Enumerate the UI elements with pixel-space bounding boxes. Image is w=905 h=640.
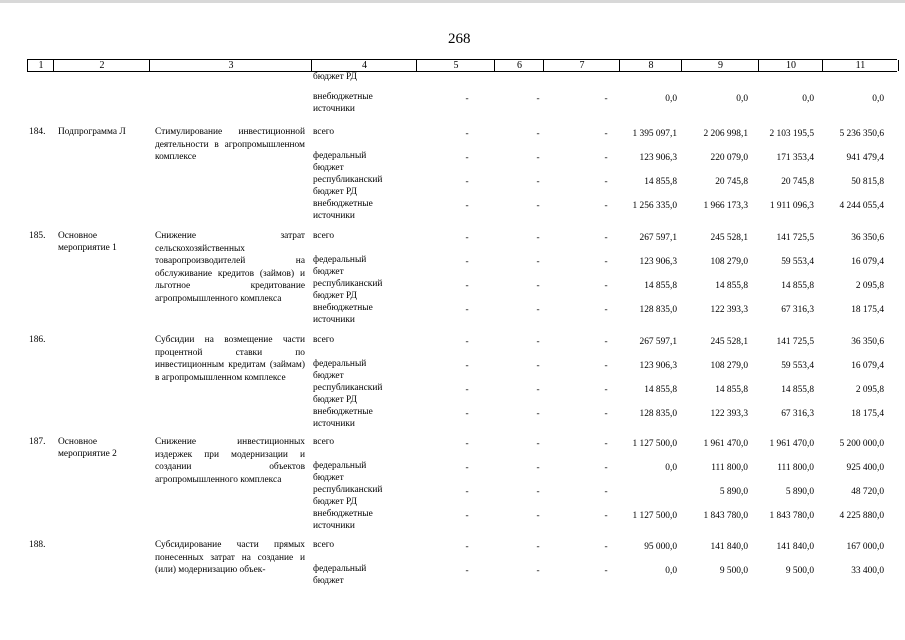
value-cell: 1 911 096,3 xyxy=(769,201,814,211)
value-cell: 67 316,3 xyxy=(781,409,814,419)
dash-cell: - xyxy=(536,487,540,497)
dash-cell: - xyxy=(604,201,608,211)
header-col-6: 6 xyxy=(494,60,544,71)
source-label: федеральный бюджет xyxy=(313,564,367,586)
source-label: всего xyxy=(313,437,335,447)
dash-cell: - xyxy=(536,94,540,104)
value-cell: 5 890,0 xyxy=(785,487,814,497)
row-number: 186. xyxy=(29,335,46,345)
source-label: внебюджетные источники xyxy=(313,199,373,221)
row-number: 188. xyxy=(29,540,46,550)
value-cell: 14 855,8 xyxy=(644,177,677,187)
value-cell: 141 840,0 xyxy=(776,542,814,552)
value-cell: 1 961 470,0 xyxy=(703,439,748,449)
value-cell: 1 966 173,3 xyxy=(703,201,748,211)
value-cell: 123 906,3 xyxy=(639,257,677,267)
row-number: 185. xyxy=(29,231,46,241)
dash-cell: - xyxy=(465,487,469,497)
value-cell: 0,0 xyxy=(665,463,677,473)
value-cell: 4 244 055,4 xyxy=(839,201,884,211)
value-cell: 141 725,5 xyxy=(776,233,814,243)
dash-cell: - xyxy=(465,305,469,315)
source-label: внебюджетные источники xyxy=(313,92,373,114)
value-cell: 14 855,8 xyxy=(781,385,814,395)
page-number: 268 xyxy=(448,31,471,47)
source-label: всего xyxy=(313,231,335,241)
header-col-10: 10 xyxy=(758,60,823,71)
value-cell: 59 553,4 xyxy=(781,257,814,267)
dash-cell: - xyxy=(536,409,540,419)
value-cell: 33 400,0 xyxy=(851,566,884,576)
value-cell: 18 175,4 xyxy=(851,409,884,419)
value-cell: 1 961 470,0 xyxy=(769,439,814,449)
value-cell: 123 906,3 xyxy=(639,361,677,371)
value-cell: 0,0 xyxy=(736,94,748,104)
dash-cell: - xyxy=(604,511,608,521)
dash-cell: - xyxy=(536,233,540,243)
value-cell: 16 079,4 xyxy=(851,361,884,371)
value-cell: 5 890,0 xyxy=(719,487,748,497)
dash-cell: - xyxy=(536,281,540,291)
value-cell: 171 353,4 xyxy=(776,153,814,163)
dash-cell: - xyxy=(604,385,608,395)
dash-cell: - xyxy=(536,177,540,187)
dash-cell: - xyxy=(604,94,608,104)
header-col-1: 1 xyxy=(27,60,54,71)
dash-cell: - xyxy=(465,153,469,163)
dash-cell: - xyxy=(604,281,608,291)
value-cell: 128 835,0 xyxy=(639,409,677,419)
value-cell: 0,0 xyxy=(665,94,677,104)
header-col-2: 2 xyxy=(53,60,150,71)
value-cell: 0,0 xyxy=(665,566,677,576)
value-cell: 2 103 195,5 xyxy=(769,129,814,139)
header-col-11: 11 xyxy=(822,60,899,71)
value-cell: 14 855,8 xyxy=(715,281,748,291)
source-label: федеральный бюджет xyxy=(313,461,367,483)
value-cell: 2 095,8 xyxy=(855,385,884,395)
value-cell: 14 855,8 xyxy=(644,281,677,291)
value-cell: 9 500,0 xyxy=(785,566,814,576)
value-cell: 0,0 xyxy=(802,94,814,104)
dash-cell: - xyxy=(465,257,469,267)
dash-cell: - xyxy=(604,566,608,576)
value-cell: 20 745,8 xyxy=(781,177,814,187)
value-cell: 36 350,6 xyxy=(851,233,884,243)
value-cell: 9 500,0 xyxy=(719,566,748,576)
dash-cell: - xyxy=(536,463,540,473)
value-cell: 48 720,0 xyxy=(851,487,884,497)
header-col-4: 4 xyxy=(311,60,417,71)
source-label: федеральный бюджет xyxy=(313,359,367,381)
row-description: Субсидирование части прямых понесенных затрат на создание и (или) модернизацию объек- xyxy=(155,540,305,575)
dash-cell: - xyxy=(465,566,469,576)
row-description: Субсидии на возмещение части процентной ставки по инвестиционным кредитам (займам) в агропромышленном комплексе xyxy=(155,335,305,383)
value-cell: 14 855,8 xyxy=(781,281,814,291)
value-cell: 59 553,4 xyxy=(781,361,814,371)
dash-cell: - xyxy=(465,233,469,243)
value-cell: 108 279,0 xyxy=(710,257,748,267)
dash-cell: - xyxy=(536,153,540,163)
dash-cell: - xyxy=(604,439,608,449)
value-cell: 2 095,8 xyxy=(855,281,884,291)
dash-cell: - xyxy=(604,337,608,347)
top-scan-edge xyxy=(0,0,905,3)
dash-cell: - xyxy=(465,337,469,347)
header-col-9: 9 xyxy=(681,60,759,71)
dash-cell: - xyxy=(465,177,469,187)
value-cell: 267 597,1 xyxy=(639,233,677,243)
value-cell: 111 800,0 xyxy=(711,463,748,473)
dash-cell: - xyxy=(604,177,608,187)
value-cell: 2 206 998,1 xyxy=(703,129,748,139)
value-cell: 5 236 350,6 xyxy=(839,129,884,139)
value-cell: 1 256 335,0 xyxy=(632,201,677,211)
dash-cell: - xyxy=(604,361,608,371)
row-name: Основное мероприятие 1 xyxy=(58,231,117,253)
value-cell: 1 395 097,1 xyxy=(632,129,677,139)
value-cell: 108 279,0 xyxy=(710,361,748,371)
source-label: внебюджетные источники xyxy=(313,407,373,429)
dash-cell: - xyxy=(604,233,608,243)
header-col-3: 3 xyxy=(149,60,312,71)
source-label: федеральный бюджет xyxy=(313,255,367,277)
value-cell: 4 225 880,0 xyxy=(839,511,884,521)
dash-cell: - xyxy=(604,542,608,552)
source-label: внебюджетные источники xyxy=(313,303,373,325)
row-name: Основное мероприятие 2 xyxy=(58,437,117,459)
value-cell: 245 528,1 xyxy=(710,337,748,347)
dash-cell: - xyxy=(536,542,540,552)
value-cell: 111 800,0 xyxy=(777,463,814,473)
source-label: внебюджетные источники xyxy=(313,509,373,531)
dash-cell: - xyxy=(465,201,469,211)
value-cell: 1 843 780,0 xyxy=(769,511,814,521)
dash-cell: - xyxy=(536,129,540,139)
value-cell: 220 079,0 xyxy=(710,153,748,163)
source-label: федеральный бюджет xyxy=(313,151,367,173)
dash-cell: - xyxy=(465,542,469,552)
value-cell: 67 316,3 xyxy=(781,305,814,315)
dash-cell: - xyxy=(465,409,469,419)
source-label: республиканский бюджет РД xyxy=(313,175,383,197)
value-cell: 122 393,3 xyxy=(710,305,748,315)
value-cell: 1 127 500,0 xyxy=(632,439,677,449)
dash-cell: - xyxy=(604,257,608,267)
value-cell: 123 906,3 xyxy=(639,153,677,163)
source-label: всего xyxy=(313,127,335,137)
value-cell: 5 200 000,0 xyxy=(839,439,884,449)
value-cell: 20 745,8 xyxy=(715,177,748,187)
dash-cell: - xyxy=(536,439,540,449)
header-col-5: 5 xyxy=(416,60,495,71)
dash-cell: - xyxy=(465,511,469,521)
source-label: республиканский бюджет РД xyxy=(313,383,383,405)
value-cell: 14 855,8 xyxy=(715,385,748,395)
value-cell: 141 725,5 xyxy=(776,337,814,347)
value-cell: 50 815,8 xyxy=(851,177,884,187)
value-cell: 1 843 780,0 xyxy=(703,511,748,521)
value-cell: 245 528,1 xyxy=(710,233,748,243)
value-cell: 925 400,0 xyxy=(846,463,884,473)
value-cell: 1 127 500,0 xyxy=(632,511,677,521)
row-description: Снижение инвестиционных издержек при модернизации и создании объектов агропромышленного комплекса xyxy=(155,437,305,485)
dash-cell: - xyxy=(536,361,540,371)
value-cell: 267 597,1 xyxy=(639,337,677,347)
dash-cell: - xyxy=(604,463,608,473)
dash-cell: - xyxy=(536,385,540,395)
source-label: республиканский бюджет РД xyxy=(313,485,383,507)
row-description: Снижение затрат сельскохозяйственных товаропроизводителей на обслуживание кредитов (займов) и льготное кредитование агропромышленного комплекса xyxy=(155,231,305,304)
dash-cell: - xyxy=(465,463,469,473)
header-col-7: 7 xyxy=(543,60,620,71)
dash-cell: - xyxy=(536,337,540,347)
row-number: 184. xyxy=(29,127,46,137)
row-description: Стимулирование инвестиционной деятельности в агропромышленном комплексе xyxy=(155,127,305,162)
source-label: республиканский бюджет РД xyxy=(313,279,383,301)
value-cell: 36 350,6 xyxy=(851,337,884,347)
dash-cell: - xyxy=(465,385,469,395)
table-header xyxy=(27,59,897,72)
dash-cell: - xyxy=(465,439,469,449)
source-label: всего xyxy=(313,335,335,345)
value-cell: 941 479,4 xyxy=(846,153,884,163)
dash-cell: - xyxy=(536,305,540,315)
dash-cell: - xyxy=(465,129,469,139)
dash-cell: - xyxy=(465,281,469,291)
value-cell: 14 855,8 xyxy=(644,385,677,395)
value-cell: 122 393,3 xyxy=(710,409,748,419)
dash-cell: - xyxy=(536,511,540,521)
source-label: бюджет РД xyxy=(313,72,357,82)
value-cell: 95 000,0 xyxy=(644,542,677,552)
source-label: всего xyxy=(313,540,335,550)
value-cell: 128 835,0 xyxy=(639,305,677,315)
header-col-8: 8 xyxy=(619,60,682,71)
dash-cell: - xyxy=(604,487,608,497)
dash-cell: - xyxy=(465,361,469,371)
dash-cell: - xyxy=(604,129,608,139)
value-cell: 16 079,4 xyxy=(851,257,884,267)
dash-cell: - xyxy=(604,153,608,163)
dash-cell: - xyxy=(465,94,469,104)
value-cell: 0,0 xyxy=(872,94,884,104)
row-number: 187. xyxy=(29,437,46,447)
dash-cell: - xyxy=(536,566,540,576)
value-cell: 167 000,0 xyxy=(846,542,884,552)
dash-cell: - xyxy=(536,257,540,267)
dash-cell: - xyxy=(604,409,608,419)
dash-cell: - xyxy=(536,201,540,211)
row-name: Подпрограмма Л xyxy=(58,127,126,137)
value-cell: 141 840,0 xyxy=(710,542,748,552)
value-cell: 18 175,4 xyxy=(851,305,884,315)
dash-cell: - xyxy=(604,305,608,315)
